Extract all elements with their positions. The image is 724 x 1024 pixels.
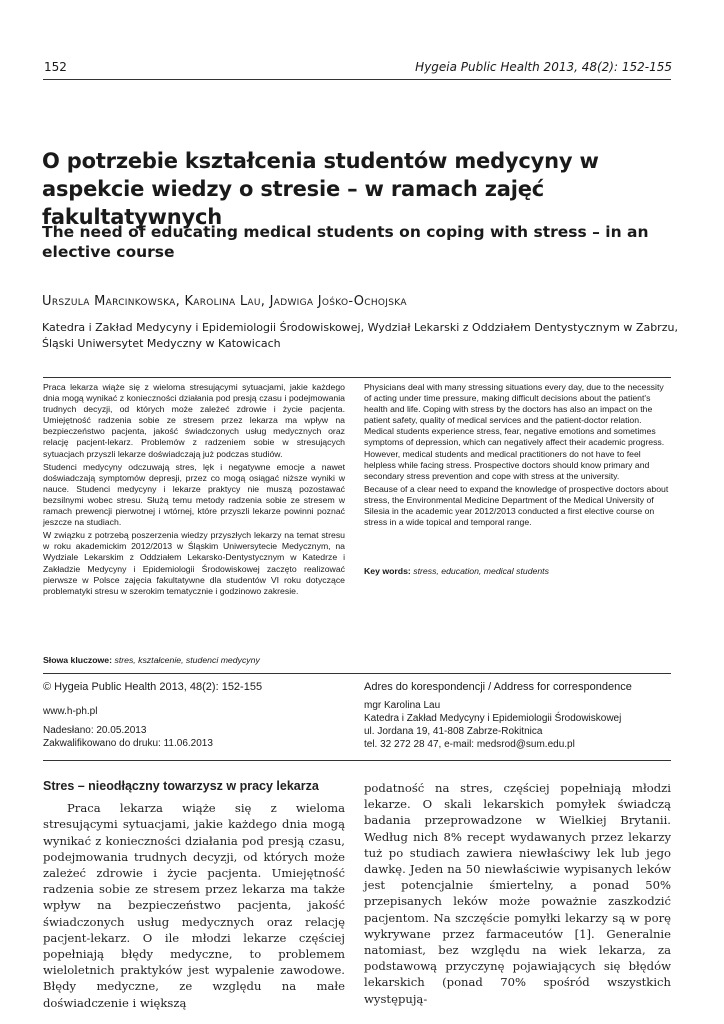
correspondence-institution: Katedra i Zakład Medycyny i Epidemiologii Środowiskowej	[364, 713, 622, 724]
keywords-en-value: stress, education, medical students	[413, 566, 549, 576]
website-link[interactable]: www.h-ph.pl	[43, 706, 98, 717]
journal-citation: Hygeia Public Health 2013, 48(2): 152-155	[415, 60, 672, 74]
keywords-pl-label: Słowa kluczowe:	[43, 655, 113, 665]
abstract-english	[364, 382, 671, 530]
header-rule	[43, 79, 671, 80]
title-english: The need of educating medical students on coping with stress – in an elective course	[42, 223, 649, 261]
authors: Urszula Marcinkowska, Karolina Lau, Jadwiga Jośko-Ochojska	[42, 294, 407, 309]
keywords-pl-value: stres, kształcenie, studenci medycyny	[114, 655, 260, 665]
date-sent: Nadesłano: 20.05.2013	[43, 725, 147, 736]
section-heading: Stres – nieodłączny towarzysz w pracy lekarza	[43, 779, 319, 793]
keywords-english	[364, 566, 549, 576]
copyright: © Hygeia Public Health 2013, 48(2): 152-155	[43, 681, 263, 693]
body-right-column	[364, 780, 671, 1007]
body-paragraph: podatność na stres, częściej popełniają młodzi lekarze. O skali lekarskich pomyłek świadczą badania przeprowadzone w Wielkiej Brytanii. Według nich 8% recept wydawanych przez lekarzy tuż po studiach zawiera niewłaściwy lek lub jego dawkę. Jeden na 50 niewłaściwie wypisanych leków jest potencjalnie śmiertelny, a ponad 50% przepisanych leków może poważnie zaszkodzić pacjentom. Na szczęście pomyłki lekarzy są w porę wykrywane przez farmaceutów [1]. Generalnie natomiast, bez względu na wiek lekarza, za podstawową przyczynę pojawiających się błędów lekarskich (ponad 70% spośród wszystkich występują-	[364, 781, 671, 1006]
correspondence-info	[364, 681, 674, 751]
correspondence-heading: Adres do korespondencji / Address for correspondence	[364, 681, 632, 693]
affiliation: Katedra i Zakład Medycyny i Epidemiologii Środowiskowej, Wydział Lekarski z Oddziałem Dentystycznym w Zabrzu, Śląski Uniwersytet Medyczny w Katowicach	[42, 321, 678, 350]
correspondence-name: mgr Karolina Lau	[364, 700, 441, 711]
body-paragraph: Praca lekarza wiąże się z wieloma stresującymi sytuacjami, jakie każdego dnia mogą wynikać z konieczności działania pod presją czasu, podejmowania trudnych decyzji, od których może zależeć zdrowie i życie pacjenta. Umiejętność radzenia sobie ze stresem przez lekarza ma także wpływ na bezpieczeństwo pacjenta, jakość świadczonych usług medycznych oraz relację pacjent-lekarz. O ile młodzi lekarze częściej popełniają błędy medyczne, to problemem wieloletnich praktyków jest wypalenie zawodowe. Błędy medyczne, ze względu na małe doświadczenie i większą	[43, 801, 345, 1010]
abstract-en-paragraph: Because of a clear need to expand the knowledge of prospective doctors about stress, the Environmental Medicine Department of the Medical University of Silesia in the academic year 2012/2013 conducted a first elective course on stress in a wide topical and temporal range.	[364, 483, 669, 528]
abstract-en-paragraph: Physicians deal with many stressing situations every day, due to the necessity of acting under time pressure, making difficult decisions about the patient's health and life. Coping with stress by the doctors has also an impact on the patient safety, quality of medical services and the patient-doctor relation. Medical students experience stress, fear, negative emotions and sometimes symptoms of depression, which can negatively affect their academic progress. However, medical students and medical practitioners do not have to feel helpless while facing stress. Prospective doctors should know primary and secondary stress prevention and cope with stress at the university.	[364, 382, 665, 481]
abstract-pl-paragraph: Studenci medycyny odczuwają stres, lęk i negatywne emocje a nawet doświadczają symptomów depresji, przez co mogą osiągać niższe wyniki w nauce. Studenci medycyny i lekarze praktycy nie muszą pozostawać bezsilnymi wobec stresu. Służą temu metody radzenia sobie ze stresem w ramach prewencji pierwotnej i wtórnej, które przyszli lekarze powinni poznać jeszcze na studiach.	[43, 461, 345, 528]
keywords-polish	[43, 655, 260, 665]
page-number: 152	[44, 60, 67, 74]
keywords-en-label: Key words:	[364, 566, 411, 576]
publication-info	[43, 681, 343, 750]
body-left-column	[43, 778, 345, 1011]
abstract-pl-paragraph: Praca lekarza wiąże się z wieloma stresującymi sytuacjami, jakie każdego dnia mogą wynikać z konieczności działania pod presją czasu i podejmowania trudnych decyzji, od których może zależeć zdrowie i życie pacjenta. Umiejętność radzenia sobie ze stresem przez lekarza ma wpływ na bezpieczeństwo pacjenta, jakość świadczonych usług medycznych oraz relację pacjent-lekarz. Problemów z radzeniem sobie w stresujących sytuacjach przyszli lekarze doświadczają już podczas studiów.	[43, 382, 345, 459]
abstract-pl-paragraph: W związku z potrzebą poszerzenia wiedzy przyszłych lekarzy na temat stresu w roku akademickim 2012/2013 w Śląskim Uniwersytecie Medycznym, na Wydziale Lekarskim z Oddziałem Lekarsko-Dentystycznym w Katedrze i Zakładzie Medycyny i Epidemiologii Środowiskowej zaczęto realizować pierwsze w Polsce zajęcia fakultatywne dla studentów VI roku dotyczące problematyki stresu w szerokim tematycznie i godzinowo zakresie.	[43, 530, 345, 596]
abstract-bottom-rule	[43, 673, 671, 674]
body-top-rule	[43, 760, 671, 761]
abstract-polish	[43, 382, 345, 599]
abstract-top-rule	[43, 377, 671, 378]
title-polish: O potrzebie kształcenia studentów medycyny w aspekcie wiedzy o stresie – w ramach zajęć fakultatywnych	[42, 149, 599, 229]
correspondence-address: ul. Jordana 19, 41-808 Zabrze-Rokitnica	[364, 726, 543, 737]
correspondence-contact: tel. 32 272 28 47, e-mail: medsrod@sum.edu.pl	[364, 739, 575, 750]
date-accepted: Zakwalifikowano do druku: 11.06.2013	[43, 738, 213, 749]
